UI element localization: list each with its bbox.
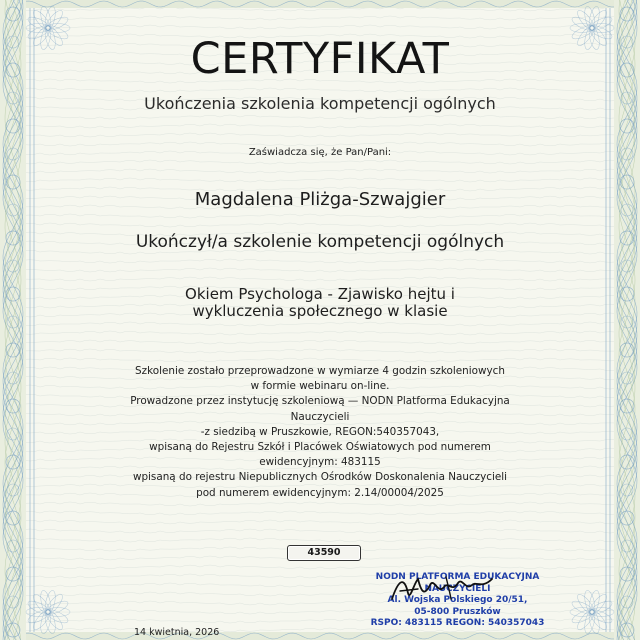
- certificate-title: CERTYFIKAT: [190, 34, 450, 84]
- details-line: Szkolenie zostało przeprowadzone w wymiarze 4 godzin szkoleniowych: [135, 365, 505, 377]
- stamp-line: RSPO: 483115 REGON: 540357043: [370, 618, 545, 628]
- stamp-line: NODN PLATFORMA EDUKACYJNA: [375, 572, 540, 582]
- details-line: pod numerem ewidencyjnym: 2.14/00004/2025: [196, 486, 444, 499]
- certificate-subtitle: Ukończenia szkolenia kompetencji ogólnych: [144, 94, 496, 113]
- training-details: [0, 364, 640, 501]
- completion-statement: Ukończył/a szkolenie kompetencji ogólnych: [135, 232, 505, 252]
- course-title-line: wykluczenia społecznego w klasie: [192, 302, 448, 320]
- issue-date: 14 kwietnia, 2026: [134, 627, 220, 638]
- attestation-text: Zaświadcza się, że Pan/Pani:: [248, 147, 392, 158]
- signature-image: [388, 571, 498, 605]
- stamp-line: 05-800 Pruszków: [414, 606, 501, 617]
- course-title-line: Okiem Psychologa - Zjawisko hejtu i: [185, 285, 455, 303]
- details-line: w formie webinaru on-line.: [250, 380, 390, 393]
- details-line: ewidencyjnym: 483115: [259, 456, 381, 469]
- details-line: Nauczycieli: [290, 410, 350, 423]
- course-title: [0, 286, 640, 320]
- recipient-name: Magdalena Pliżga-Szwajgier: [194, 189, 446, 210]
- stamp-line: Al. Wojska Polskiego 20/51,: [387, 595, 528, 605]
- details-line: wpisaną do rejestru Niepublicznych Ośrodków Doskonalenia Nauczycieli: [132, 471, 508, 484]
- details-line: wpisaną do Rejestru Szkół i Placówek Oświatowych pod numerem: [149, 441, 491, 454]
- stamp-line: NAUCZYCIELI: [424, 583, 491, 594]
- details-line: Prowadzone przez instytucję szkoleniową — NODN Platforma Edukacyjna: [130, 395, 510, 408]
- certificate-number: 43590: [287, 545, 361, 561]
- details-line: -z siedzibą w Pruszkowie, REGON:540357043,: [200, 425, 440, 438]
